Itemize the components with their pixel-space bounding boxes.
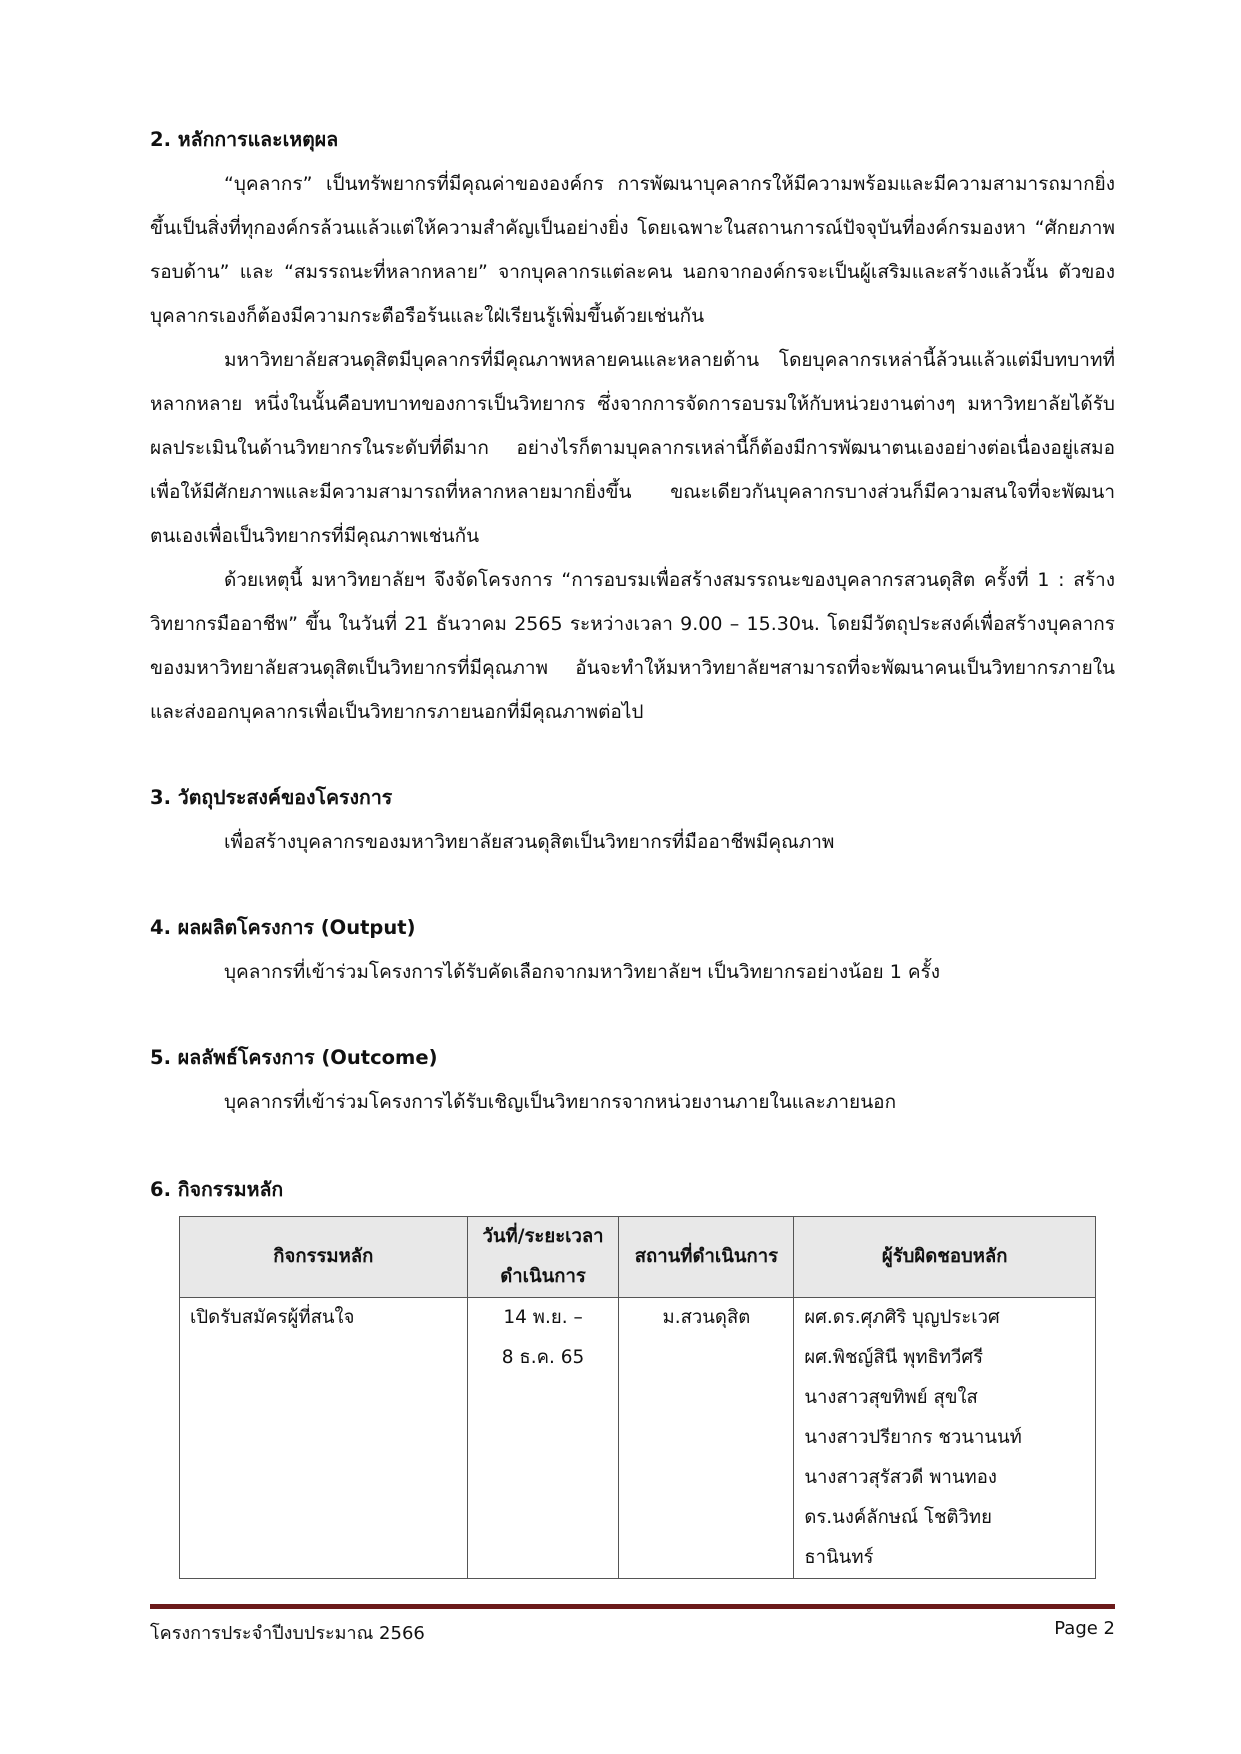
header-activity: กิจกรรมหลัก [180, 1217, 468, 1298]
section-2-paragraph-2: มหาวิทยาลัยสวนดุสิตมีบุคลากรที่มีคุณภาพหลายคนและหลายด้าน โดยบุคลากรเหล่านี้ล้วนแล้วแต่มีบทบาทที่หลากหลาย หนึ่งในนั้นคือบทบาทของการเป็นวิทยากร ซึ่งจากการจัดการอบรมให้กับหน่วยงานต่างๆ มหาวิทยาลัยได้รับผลประเมินในด้านวิทยากรในระดับที่ดีมาก อย่างไรก็ตามบุคลากรเหล่านี้ก็ต้องมีการพัฒนาตนเองอย่างต่อเนื่องอยู่เสมอ เพื่อให้มีศักยภาพและมีความสามารถที่หลากหลายมากยิ่งขึ้น ขณะเดียวกันบุคลากรบางส่วนก็มีความสนใจที่จะพัฒนาตนเองเพื่อเป็นวิทยากรที่มีคุณภาพเช่นกัน [150, 349, 1115, 547]
spacer [150, 994, 1115, 1036]
owner-name: นางสาวสุขทิพย์ สุขใส [804, 1387, 978, 1408]
table-row [180, 1298, 1096, 1579]
cell-date-line-2: 8 ธ.ค. 65 [501, 1347, 585, 1368]
header-owner: ผู้รับผิดชอบหลัก [794, 1217, 1096, 1298]
section-4-text: บุคลากรที่เข้าร่วมโครงการได้รับคัดเลือกจากมหาวิทยาลัยฯ เป็นวิทยากรอย่างน้อย 1 ครั้ง [224, 961, 941, 983]
section-3-heading: 3. วัตถุประสงค์ของโครงการ [150, 786, 393, 809]
spacer [150, 864, 1115, 906]
header-date [467, 1217, 619, 1298]
footer-page-number: Page 2 [1054, 1618, 1115, 1639]
owner-name: นางสาวสุรัสวดี พานทอง [804, 1467, 997, 1488]
section-5-text: บุคลากรที่เข้าร่วมโครงการได้รับเชิญเป็นวิทยากรจากหน่วยงานภายในและภายนอก [224, 1091, 897, 1113]
table-header-row [180, 1217, 1096, 1298]
cell-activity: เปิดรับสมัครผู้ที่สนใจ [180, 1298, 468, 1579]
section-2-paragraph-3: ด้วยเหตุนี้ มหาวิทยาลัยฯ จึงจัดโครงการ “การอบรมเพื่อสร้างสมรรถนะของบุคลากรสวนดุสิต ครั้งที่ 1 : สร้างวิทยากรมืออาชีพ” ขึ้น ในวันที่ 21 ธันวาคม 2565 ระหว่างเวลา 9.00 – 15.30น. โดยมีวัตถุประสงค์เพื่อสร้างบุคลากรของมหาวิทยาลัยสวนดุสิตเป็นวิทยากรที่มีคุณภาพ อันจะทำให้มหาวิทยาลัยฯสามารถที่จะพัฒนาคนเป็นวิทยากรภายใน และส่งออกบุคลากรเพื่อเป็นวิทยากรภายนอกที่มีคุณภาพต่อไป [150, 569, 1115, 723]
footer-project-title: โครงการประจำปีงบประมาณ 2566 [150, 1623, 425, 1644]
section-5-heading: 5. ผลลัพธ์โครงการ (Outcome) [150, 1046, 438, 1069]
owner-name: ธานินทร์ [804, 1547, 874, 1568]
header-place: สถานที่ดำเนินการ [619, 1217, 794, 1298]
section-6-heading: 6. กิจกรรมหลัก [150, 1178, 284, 1201]
footer-divider [150, 1604, 1115, 1609]
cell-place: ม.สวนดุสิต [619, 1298, 794, 1579]
owner-name: ดร.นงค์ลักษณ์ โชติวิทย [804, 1507, 992, 1528]
cell-date-line-1: 14 พ.ย. – [503, 1307, 583, 1328]
page-content [150, 118, 1115, 1579]
owner-name: นางสาวปรียากร ชวนานนท์ [804, 1427, 1022, 1448]
section-4-heading: 4. ผลผลิตโครงการ (Output) [150, 916, 416, 939]
owner-name: ผศ.ดร.ศุภศิริ บุญประเวศ [804, 1307, 1000, 1328]
activities-table [179, 1216, 1096, 1579]
cell-date [467, 1298, 619, 1579]
owner-name: ผศ.พิชญ์สินี พุทธิทวีศรี [804, 1347, 984, 1368]
spacer [150, 1124, 1115, 1168]
header-date-line-2: ดำเนินการ [500, 1266, 586, 1287]
section-2-paragraph-1: “บุคลากร” เป็นทรัพยากรที่มีคุณค่าขององค์กร การพัฒนาบุคลากรให้มีความพร้อมและมีความสามารถมากยิ่งขึ้นเป็นสิ่งที่ทุกองค์กรล้วนแล้วแต่ให้ความสำคัญเป็นอย่างยิ่ง โดยเฉพาะในสถานการณ์ปัจจุบันที่องค์กรมองหา “ศักยภาพรอบด้าน” และ “สมรรถนะที่หลากหลาย” จากบุคลากรแต่ละคน นอกจากองค์กรจะเป็นผู้เสริมและสร้างแล้วนั้น ตัวของบุคลากรเองก็ต้องมีความกระตือรือร้นและใฝ่เรียนรู้เพิ่มขึ้นด้วยเช่นกัน [150, 173, 1115, 327]
spacer [150, 734, 1115, 776]
section-2-heading: 2. หลักการและเหตุผล [150, 128, 339, 151]
section-3-text: เพื่อสร้างบุคลากรของมหาวิทยาลัยสวนดุสิตเป็นวิทยากรที่มืออาชีพมีคุณภาพ [224, 831, 835, 853]
cell-owners [794, 1298, 1096, 1579]
header-date-line-1: วันที่/ระยะเวลา [482, 1226, 604, 1247]
